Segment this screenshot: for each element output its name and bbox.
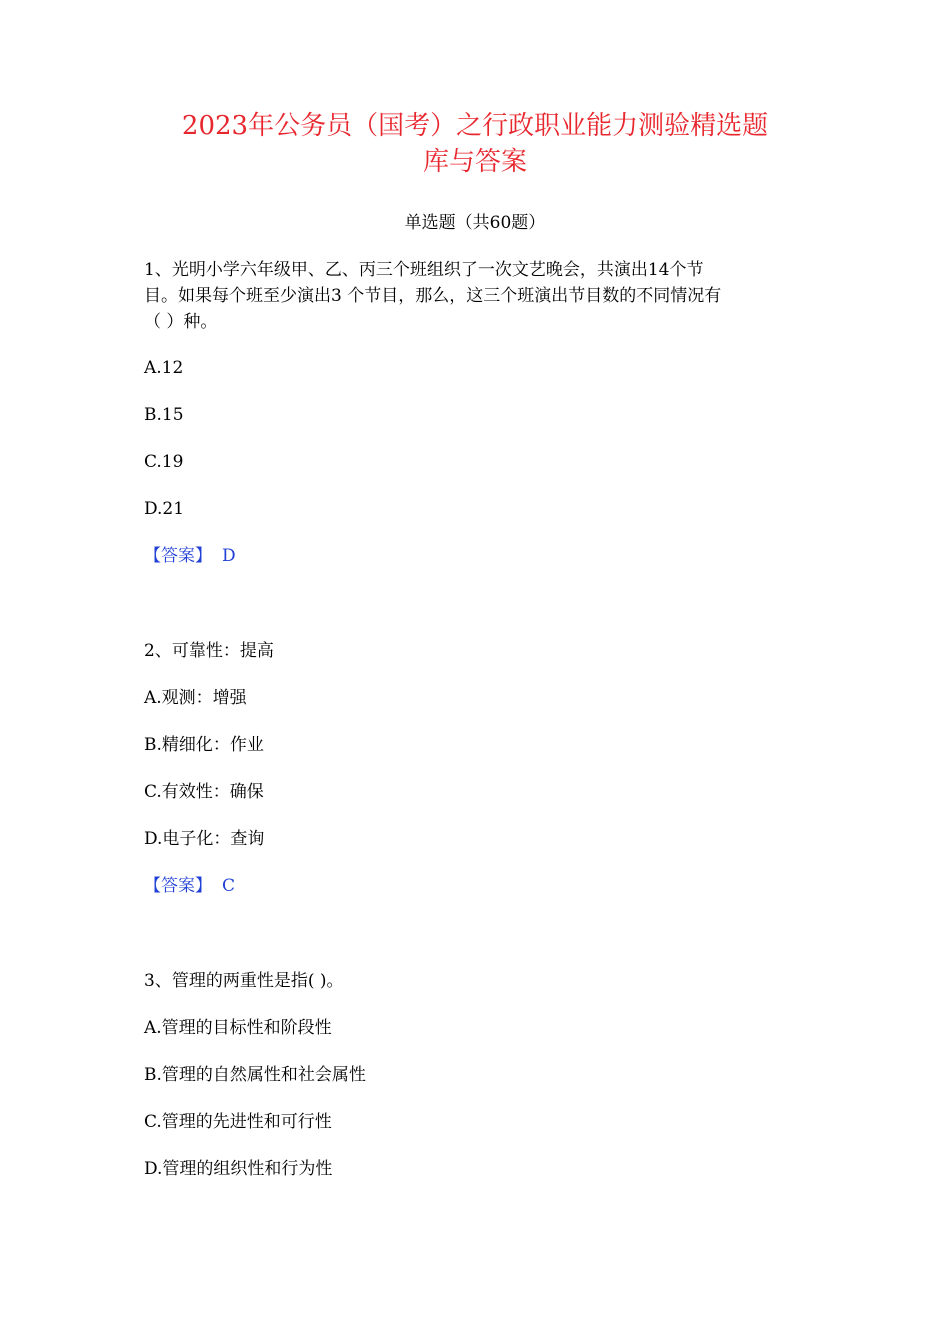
question-3-option-d: D.管理的组织性和行为性 — [144, 1159, 333, 1179]
question-3-option-c: C.管理的先进性和可行性 — [144, 1112, 332, 1132]
question-1-stem-line-2: 目。如果每个班至少演出3 个节目，那么，这三个班演出节目数的不同情况有 — [144, 286, 722, 306]
question-1-answer — [144, 543, 236, 569]
question-3-stem: 3、管理的两重性是指( )。 — [144, 971, 344, 991]
question-1-option-b: B.15 — [144, 405, 184, 425]
answer-label: 【答案】 — [144, 546, 212, 566]
question-1-stem-line-1: 1、光明小学六年级甲、乙、丙三个班组织了一次文艺晚会，共演出14个节 — [144, 260, 704, 280]
question-1-option-a: A.12 — [144, 358, 184, 378]
question-3-option-b: B.管理的自然属性和社会属性 — [144, 1065, 366, 1085]
document-title-line-1: 2023年公务员（国考）之行政职业能力测验精选题 — [181, 111, 769, 141]
question-2-answer — [144, 873, 235, 899]
question-1-stem-line-3: （ ）种。 — [144, 312, 218, 332]
question-1-option-c: C.19 — [144, 452, 184, 472]
question-2-option-c: C.有效性：确保 — [144, 782, 264, 802]
question-2-option-d: D.电子化：查询 — [144, 829, 265, 849]
question-2-stem: 2、可靠性：提高 — [144, 641, 274, 661]
answer-value: C — [222, 876, 236, 896]
question-2-option-b: B.精细化：作业 — [144, 735, 264, 755]
question-2-option-a: A.观测：增强 — [144, 688, 247, 708]
section-heading: 单选题（共60题） — [404, 213, 546, 233]
answer-label: 【答案】 — [144, 876, 212, 896]
document-title-line-2: 库与答案 — [422, 147, 527, 177]
answer-value: D — [222, 546, 236, 566]
question-1-option-d: D.21 — [144, 499, 185, 519]
question-3-option-a: A.管理的目标性和阶段性 — [144, 1018, 332, 1038]
